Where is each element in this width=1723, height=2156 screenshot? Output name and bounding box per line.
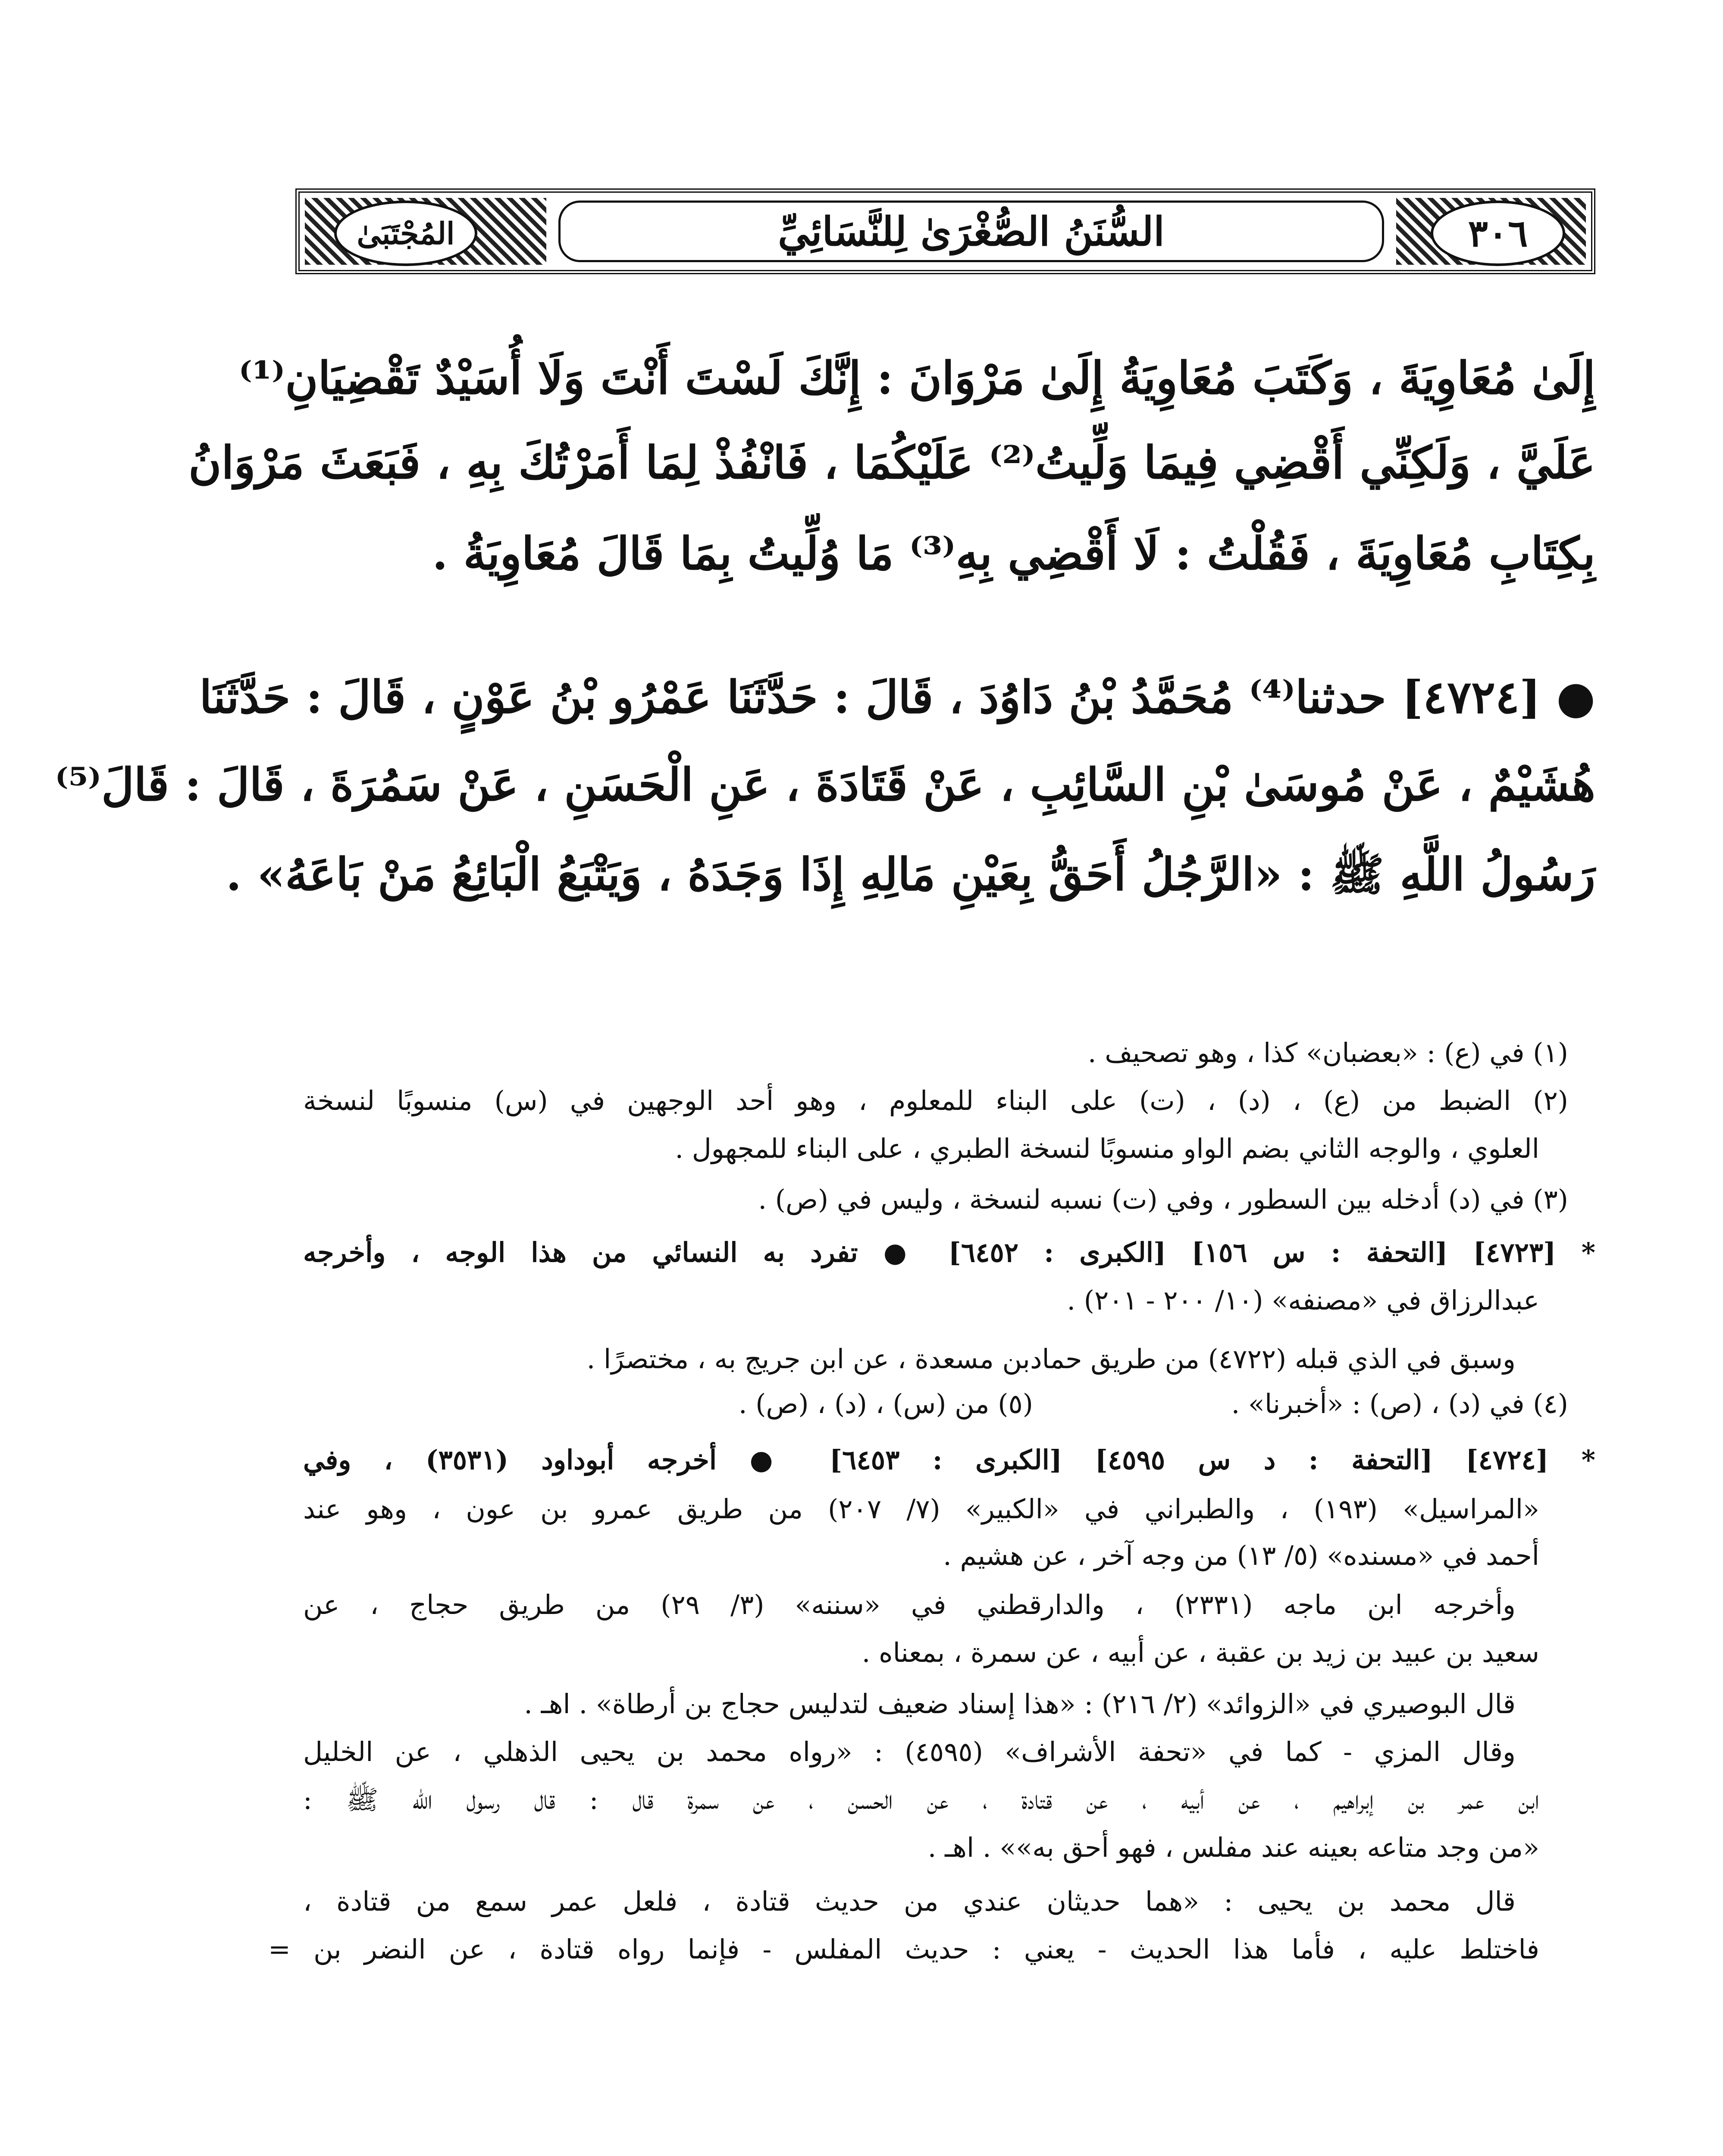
takhrij-line: * [٤٧٢٤] [التحفة : د س ٤٥٩٥] [الكبرى : ٦٤٥٣] ● أخرجه أبوداود (٣٥٣١) ، وفي bbox=[303, 1444, 1595, 1476]
footnote-line: العلوي ، والوجه الثاني بضم الواو منسوبًا لنسخة الطبري ، على البناء للمجهول . bbox=[675, 1133, 1539, 1164]
footnote-line: (٤) في (د) ، (ص) : «أخبرنا» . bbox=[1231, 1388, 1568, 1420]
footnote-line: (٥) من (س) ، (د) ، (ص) . bbox=[738, 1388, 1033, 1420]
running-header bbox=[295, 188, 1595, 274]
main-line: بِكِتَابِ مُعَاوِيَةَ ، فَقُلْتُ : لَا أَقْضِي بِهِ⁽³⁾ مَا وُلِّيتُ بِمَا قَالَ مُعَاوِيَةُ . bbox=[432, 527, 1595, 580]
footnote-line: وأخرجه ابن ماجه (٢٣٣١) ، والدارقطني في «سننه» (٣/ ٢٩) من طريق حجاج ، عن bbox=[303, 1589, 1516, 1620]
main-line: رَسُولُ اللَّهِ ﷺ : «الرَّجُلُ أَحَقُّ بِعَيْنِ مَالِهِ إِذَا وَجَدَهُ ، وَيَتْبَعُ الْبَائِعُ مَنْ بَاعَهُ» . bbox=[226, 848, 1595, 901]
footnote-line: فاختلط عليه ، فأما هذا الحديث - يعني : حديث المفلس - فإنما رواه قتادة ، عن النضر بن = bbox=[268, 1934, 1539, 1965]
footnote-line: قال محمد بن يحيى : «هما حديثان عندي من حديث قتادة ، فلعل عمر سمع من قتادة ، bbox=[303, 1886, 1516, 1917]
footnote-line: (١) في (ع) : «بعضبان» كذا ، وهو تصحيف . bbox=[1087, 1037, 1568, 1069]
footnote-line: وسبق في الذي قبله (٤٧٢٢) من طريق حمادبن مسعدة ، عن ابن جريج به ، مختصرًا . bbox=[586, 1343, 1516, 1375]
page-number: ٣٠٦ bbox=[1468, 211, 1528, 255]
book-title-cartouche bbox=[558, 201, 1384, 262]
footnote-line: وقال المزي - كما في «تحفة الأشراف» (٤٥٩٥) : «رواه محمد بن يحيى الذهلي ، عن الخليل bbox=[303, 1736, 1516, 1767]
footnote-line: ابن عمر بن إبراهيم ، عن أبيه ، عن قتادة ، عن الحسن ، عن سمرة قال : قال رسول الله ﷺ : bbox=[303, 1784, 1539, 1815]
series-emblem bbox=[334, 201, 477, 266]
footnote-line: (٢) الضبط من (ع) ، (د) ، (ت) على البناء للمعلوم ، وهو أحد الوجهين في (س) منسوبًا لنسخة bbox=[303, 1085, 1568, 1116]
series-emblem-text: المُجْتَبَىٰ bbox=[357, 215, 455, 251]
hadith-heading-line: ● [٤٧٢٤] حدثنا⁽⁴⁾ مُحَمَّدُ بْنُ دَاوُدَ ، قَالَ : حَدَّثَنَا عَمْرُو بْنُ عَوْنٍ ، قَالَ : حَدَّثَنَا bbox=[199, 671, 1595, 724]
footnote-line: عبدالرزاق في «مصنفه» (١٠/ ٢٠٠ - ٢٠١) . bbox=[1067, 1285, 1539, 1316]
takhrij-line: * [٤٧٢٣] [التحفة : س ١٥٦] [الكبرى : ٦٤٥٢] ● تفرد به النسائي من هذا الوجه ، وأخرجه bbox=[303, 1237, 1596, 1268]
main-line: هُشَيْمٌ ، عَنْ مُوسَىٰ بْنِ السَّائِبِ ، عَنْ قَتَادَةَ ، عَنِ الْحَسَنِ ، عَنْ سَمُرَةَ ، قَالَ : قَالَ⁽⁵⁾ bbox=[55, 758, 1595, 811]
footnote-line: «المراسيل» (١٩٣) ، والطبراني في «الكبير» (٧/ ٢٠٧) من طريق عمرو بن عون ، وهو عند bbox=[303, 1493, 1539, 1525]
main-line: إِلَىٰ مُعَاوِيَةَ ، وَكَتَبَ مُعَاوِيَةُ إِلَىٰ مَرْوَانَ : إِنَّكَ لَسْتَ أَنْتَ وَلَا أُسَيْدٌ تَقْضِيَانِ⁽¹⁾ bbox=[238, 351, 1595, 404]
footnote-line: أحمد في «مسنده» (٥/ ١٣) من وجه آخر ، عن هشيم . bbox=[943, 1540, 1539, 1571]
book-title: السُّنَنُ الصُّغْرَىٰ لِلنَّسَائِيِّ bbox=[778, 208, 1165, 255]
footnote-line: قال البوصيري في «الزوائد» (٢/ ٢١٦) : «هذا إسناد ضعيف لتدليس حجاج بن أرطاة» . اهـ . bbox=[524, 1688, 1516, 1720]
page-number-medallion bbox=[1431, 201, 1565, 266]
footnote-line: (٣) في (د) أدخله بين السطور ، وفي (ت) نسبه لنسخة ، وليس في (ص) . bbox=[758, 1184, 1568, 1215]
main-line: عَلَيَّ ، وَلَكِنِّي أَقْضِي فِيمَا وَلِّيتُ⁽²⁾ عَلَيْكُمَا ، فَانْفُذْ لِمَا أَمَرْتُكَ بِهِ ، فَبَعَثَ مَرْوَانُ bbox=[188, 436, 1595, 489]
footnote-line: سعيد بن عبيد بن زيد بن عقبة ، عن أبيه ، عن سمرة ، بمعناه . bbox=[862, 1637, 1539, 1668]
footnote-line: «من وجد متاعه بعينه عند مفلس ، فهو أحق به»» . اهـ . bbox=[927, 1832, 1539, 1863]
